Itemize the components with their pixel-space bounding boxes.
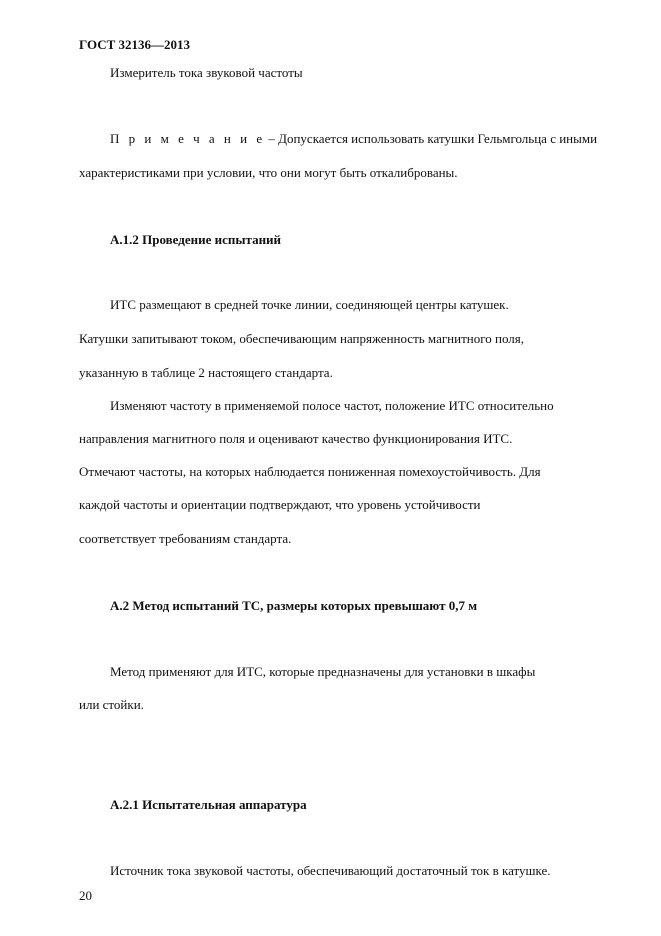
a12-para1-line1: ИТС размещают в средней точке линии, соединяющей центры катушек. — [110, 297, 509, 312]
a12-para1-line2: Катушки запитывают током, обеспечивающим напряженность магнитного поля, — [79, 331, 524, 346]
a12-para2-line4: каждой частоты и ориентации подтверждают, что уровень устойчивости — [79, 497, 481, 512]
note-line-2: характеристиками при условии, что они могут быть откалиброваны. — [79, 165, 458, 180]
a12-para1-line3: указанную в таблице 2 настоящего стандарта. — [79, 365, 333, 380]
a12-para2-line5: соответствует требованиям стандарта. — [79, 531, 292, 546]
section-a21-heading: А.2.1 Испытательная аппаратура — [110, 797, 307, 812]
page-number: 20 — [79, 888, 92, 903]
a12-para2-line3: Отмечают частоты, на которых наблюдается пониженная помехоустойчивость. Для — [79, 464, 541, 479]
a2-para-line2: или стойки. — [79, 697, 144, 712]
note-label: П р и м е ч а н и е — [110, 131, 266, 146]
note-line-1 — [79, 131, 613, 147]
section-a2-heading: А.2 Метод испытаний ТС, размеры которых превышают 0,7 м — [110, 598, 478, 613]
a12-para2-line2: направления магнитного поля и оценивают качество функционирования ИТС. — [79, 431, 513, 446]
a2-para-line1: Метод применяют для ИТС, которые предназначены для установки в шкафы — [110, 664, 536, 679]
section-a12-heading: А.1.2 Проведение испытаний — [110, 232, 282, 247]
document-header: ГОСТ 32136—2013 — [79, 37, 191, 52]
a21-para-line1: Источник тока звуковой частоты, обеспечивающий достаточный ток в катушке. — [110, 863, 551, 878]
a12-para2-line1: Изменяют частоту в применяемой полосе частот, положение ИТС относительно — [110, 398, 554, 413]
intro-item: Измеритель тока звуковой частоты — [110, 65, 303, 80]
note-text-1: – Допускается использовать катушки Гельмгольца с иными — [268, 131, 598, 146]
